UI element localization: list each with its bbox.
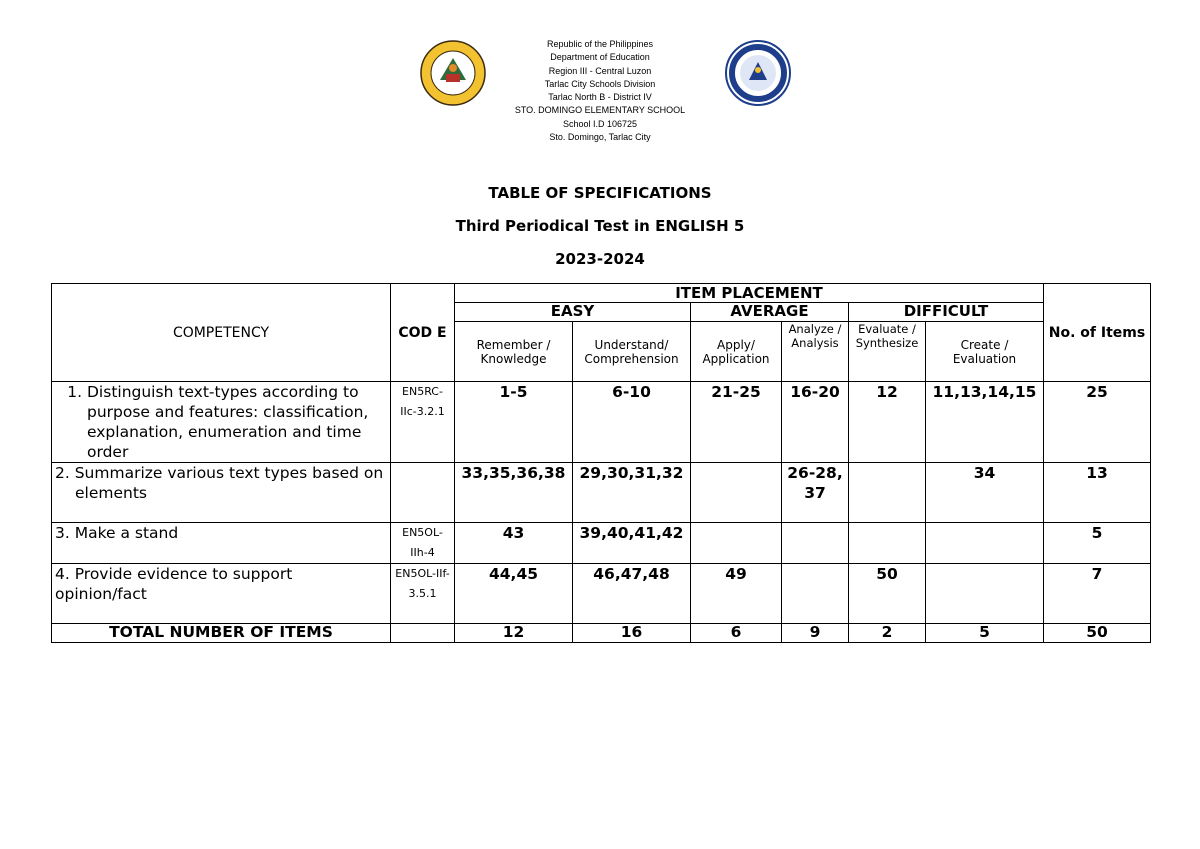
remember-cell: 33,35,36,38 [455,463,573,523]
analyze-cell: 26-28,37 [782,463,849,523]
page-title: TABLE OF SPECIFICATIONS [488,184,712,202]
header-competency: COMPETENCY [52,284,391,382]
header-average: AVERAGE [691,303,849,322]
total-label: TOTAL NUMBER OF ITEMS [52,624,391,643]
remember-cell: 43 [455,523,573,564]
header-difficult: DIFFICULT [849,303,1044,322]
deped-tarlac-city-seal-icon [420,40,486,106]
apply-cell [691,523,782,564]
header-easy: EASY [455,303,691,322]
competency-cell: 3. Make a stand [52,523,391,564]
kagawaran-ng-edukasyon-seal-icon [725,40,791,106]
evaluate-cell: 50 [849,564,926,624]
items-cell: 5 [1044,523,1151,564]
analyze-cell: 16-20 [782,382,849,463]
code-cell: EN5OL-IIf-3.5.1 [391,564,455,624]
understand-cell: 46,47,48 [573,564,691,624]
letterhead-line: Department of Education [550,52,650,63]
understand-cell: 29,30,31,32 [573,463,691,523]
create-cell: 34 [926,463,1044,523]
total-understand: 16 [573,624,691,643]
table-row [52,564,1151,624]
table-row [52,382,1151,463]
total-create: 5 [926,624,1044,643]
competency-cell [52,382,391,463]
total-apply: 6 [691,624,782,643]
total-row [52,624,1151,643]
evaluate-cell [849,523,926,564]
analyze-cell [782,564,849,624]
items-cell: 25 [1044,382,1151,463]
apply-cell [691,463,782,523]
create-cell [926,564,1044,624]
understand-cell: 6-10 [573,382,691,463]
remember-cell: 1-5 [455,382,573,463]
school-year: 2023-2024 [555,250,645,268]
test-subtitle: Third Periodical Test in ENGLISH 5 [455,217,745,235]
items-cell: 13 [1044,463,1151,523]
apply-cell: 49 [691,564,782,624]
understand-cell: 39,40,41,42 [573,523,691,564]
remember-cell: 44,45 [455,564,573,624]
school-id: School I.D 106725 [562,118,638,129]
total-remember: 12 [455,624,573,643]
letterhead-line: Republic of the Philippines [546,39,654,49]
create-cell: 11,13,14,15 [926,382,1044,463]
evaluate-cell: 12 [849,382,926,463]
evaluate-cell [849,463,926,523]
competency-cell [52,463,391,523]
analyze-cell [782,523,849,564]
header-evaluate: Evaluate / Synthesize [849,322,926,382]
letterhead-line: Region III - Central Luzon [548,65,652,76]
school-name: STO. DOMINGO ELEMENTARY SCHOOL [514,105,686,116]
competency-text-continued: elements [75,484,147,502]
create-cell [926,523,1044,564]
letterhead-line: Tarlac City Schools Division [544,78,656,89]
code-cell [391,463,455,523]
competency-text: 2. Summarize various text types based on [55,464,384,482]
code-cell: EN5RC-IIc-3.2.1 [391,382,455,463]
table-row [52,523,1151,564]
header-apply: Apply/ Application [691,322,782,382]
total-code-cell [391,624,455,643]
letterhead-line: Tarlac North B - District IV [548,92,652,103]
header-no-of-items: No. of Items [1044,284,1151,382]
header-item-placement: ITEM PLACEMENT [455,284,1044,303]
school-address: Sto. Domingo, Tarlac City [549,132,651,143]
code-cell: EN5OL-IIh-4 [391,523,455,564]
specifications-table [51,283,1151,643]
school-letterhead [480,38,720,144]
table-row [52,463,1151,523]
total-evaluate: 2 [849,624,926,643]
items-cell: 7 [1044,564,1151,624]
apply-cell: 21-25 [691,382,782,463]
header-understand: Understand/ Comprehension [573,322,691,382]
competency-text: 1. Distinguish text-types according to purpose and features: classification, explanation, enumeration and time order [87,382,387,462]
header-remember: Remember / Knowledge [455,322,573,382]
total-analyze: 9 [782,624,849,643]
header-code: COD E [391,284,455,382]
header-analyze: Analyze / Analysis [782,322,849,382]
competency-cell: 4. Provide evidence to support opinion/fact [52,564,391,624]
total-items: 50 [1044,624,1151,643]
header-create: Create / Evaluation [926,322,1044,382]
